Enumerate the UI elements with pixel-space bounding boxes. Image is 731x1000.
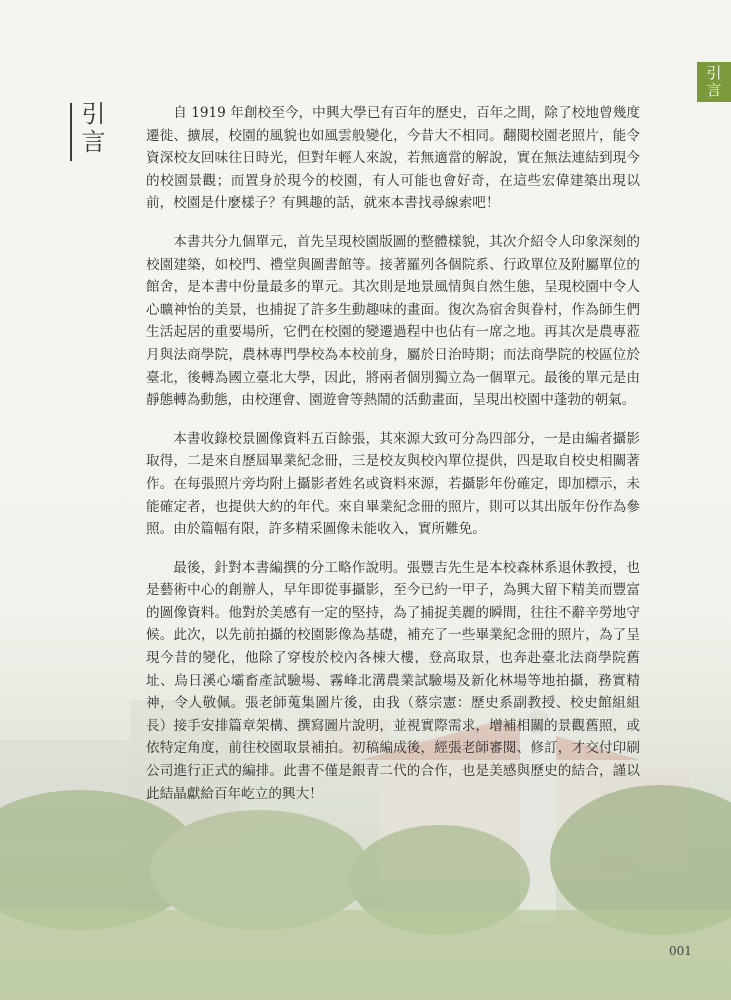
heading-title: 引言 bbox=[77, 101, 105, 157]
paragraph-3: 本書收錄校景圖像資料五百餘張，其來源大致可分為四部分，一是由編者攝影取得，二是來自歷屆畢業紀念冊，三是校友與校內單位提供，四是取自校史相關著作。在每張照片旁均附上攝影者姓名或資料來源，若攝影年份確定，即加標示，未能確定者，也提供大約的年代。來自畢業紀念冊的照片，則可以其出版年份作為參照。由於篇幅有限，許多精采圖像未能收入，實所難免。 bbox=[146, 430, 640, 538]
heading-rule bbox=[70, 103, 72, 161]
section-tab-label: 引言 bbox=[704, 65, 723, 99]
section-heading bbox=[70, 101, 110, 161]
paragraph-1: 自 1919 年創校至今，中興大學已有百年的歷史，百年之間，除了校地曾幾度遷徙、擴展，校園的風貌也如風雲般變化，今昔大不相同。翻閱校園老照片，能令資深校友回味往日時光，但對年輕人來說，若無適當的解說，實在無法連結到現今的校園景觀；而置身於現今的校園，有人可能也會好奇，在這些宏偉建築出現以前，校園是什麼樣子？有興趣的話，就來本書找尋線索吧！ bbox=[146, 105, 640, 212]
page-number: 001 bbox=[669, 944, 692, 958]
section-tab[interactable] bbox=[697, 62, 731, 102]
paragraph-2: 本書共分九個單元，首先呈現校園版圖的整體樣貌，其次介紹令人印象深刻的校園建築，如校門、禮堂與圖書館等。接著羅列各個院系、行政單位及附屬單位的館舍，是本書中份量最多的單元。其次則是地景風情與自然生態，呈現校園中令人心曠神怡的美景，也捕捉了許多生動趣味的畫面。復次為宿舍與眷村，作為師生們生活起居的重要場所，它們在校園的變遷過程中也佔有一席之地。再其次是農專蒞月與法商學院，農林專門學校為本校前身，屬於日治時期；而法商學院的校區位於臺北，後轉為國立臺北大學，因此，將兩者個別獨立為一個單元。最後的單元是由靜態轉為動態，由校運會、園遊會等熱鬧的活動畫面，呈現出校園中蓬勃的朝氣。 bbox=[146, 233, 640, 409]
paragraph-4: 最後，針對本書編撰的分工略作說明。張豐吉先生是本校森林系退休教授，也是藝術中心的創辦人，早年即從事攝影，至今已約一甲子，為興大留下精美而豐富的圖像資料。他對於美感有一定的堅持，為了捕捉美麗的瞬間，往往不辭辛勞地守候。此次，以先前拍攝的校園影像為基礎，補充了一些畢業紀念冊的照片，為了呈現今昔的變化，他除了穿梭於校內各棟大樓，登高取景，也奔赴臺北法商學院舊址、烏日溪心壩畜產試驗場、霧峰北溝農業試驗場及新化林場等地拍攝，務實精神，令人敬佩。張老師蒐集圖片後，由我（蔡宗憲：歷史系副教授、校史館組組長）接手安排篇章架構、撰寫圖片說明，並視實際需求，增補相關的景觀舊照，或依特定角度，前往校園取景補拍。初稿編成後，經張老師審閱、修訂，才交付印刷公司進行正式的編排。此書不僅是銀青二代的合作，也是美感與歷史的結合，謹以此結晶獻給百年屹立的興大！ bbox=[146, 559, 640, 802]
body-text bbox=[146, 102, 640, 821]
